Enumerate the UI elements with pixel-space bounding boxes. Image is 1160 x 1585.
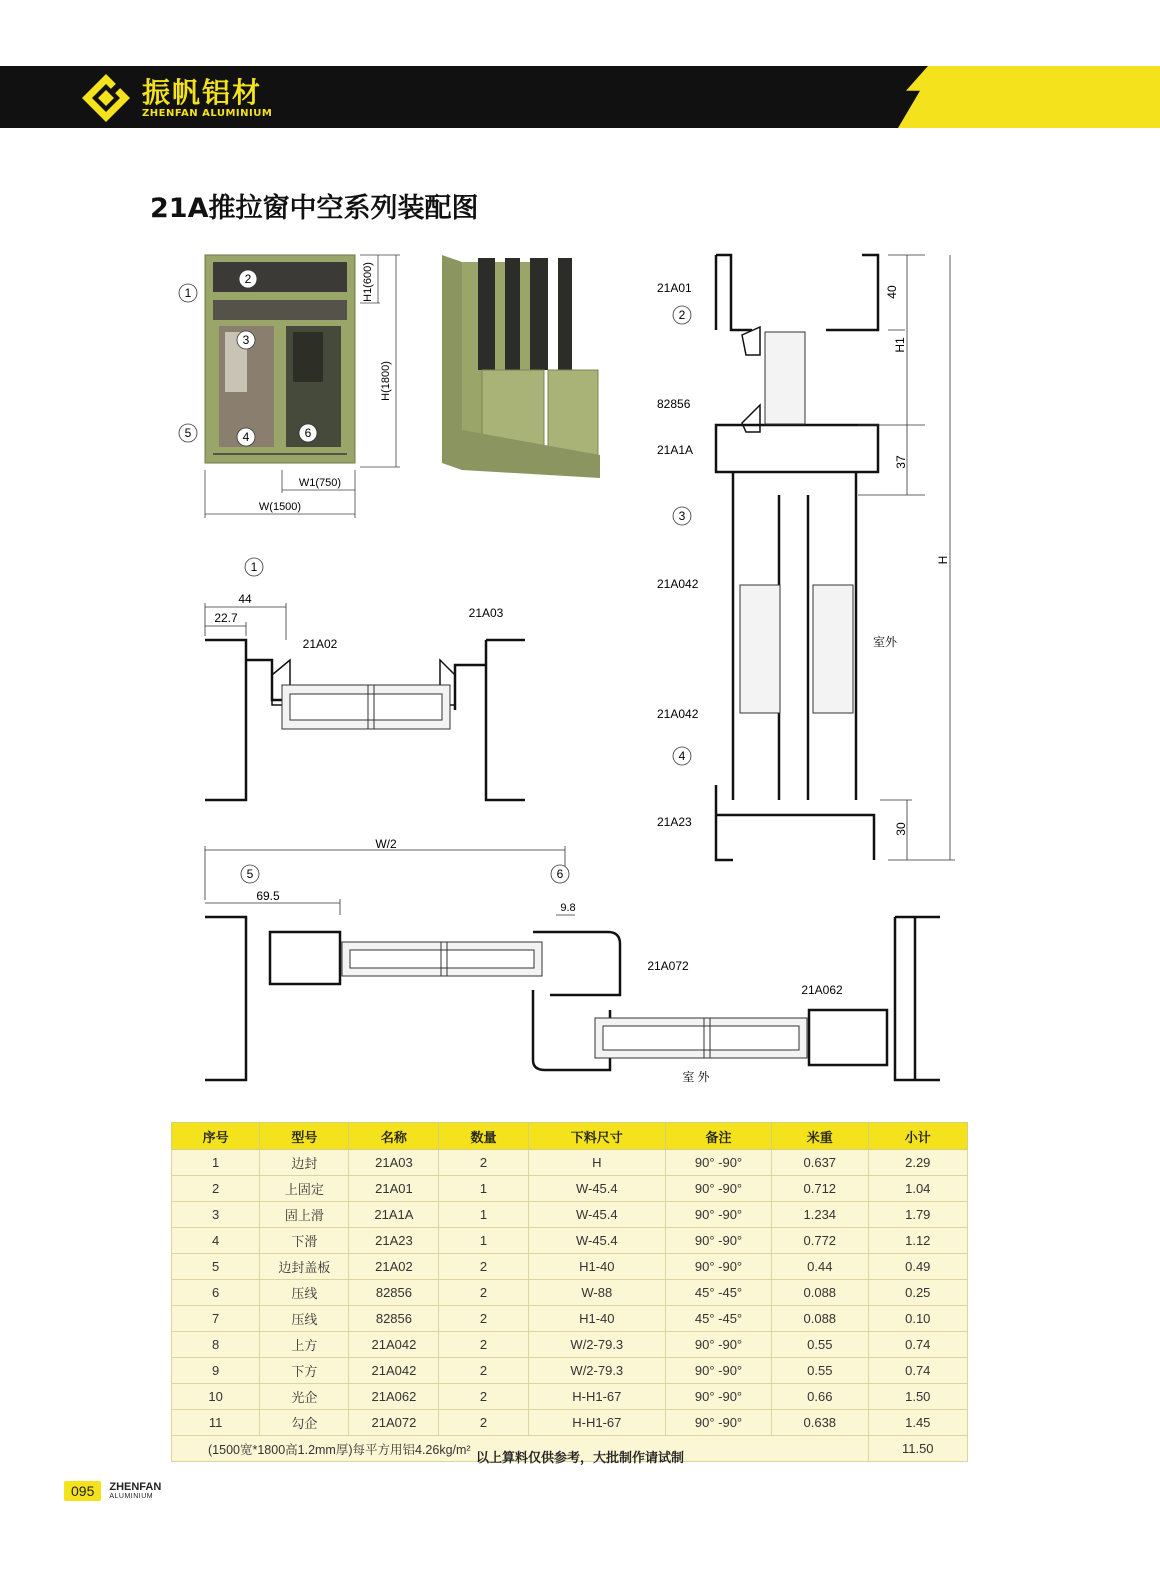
brand-name-cn: 振帆铝材 (142, 75, 263, 109)
page-footer (64, 1481, 161, 1501)
table-cell: 2 (439, 1254, 528, 1280)
brand-name-en: ZHENFAN ALUMINIUM (142, 107, 273, 119)
disclaimer-note: 以上算料仅供参考，大批制作请试制 (475, 1451, 684, 1466)
footer-brand (109, 1482, 161, 1501)
dim-44: 44 (238, 592, 252, 606)
dim-30: 30 (894, 822, 908, 836)
table-cell: 固上滑 (260, 1202, 349, 1228)
table-cell: 9 (172, 1358, 260, 1384)
table-cell: H (528, 1150, 665, 1176)
dim-37: 37 (894, 455, 908, 469)
table-cell: W/2-79.3 (528, 1332, 665, 1358)
dim-22-7: 22.7 (214, 611, 238, 625)
table-cell: 0.088 (772, 1280, 869, 1306)
col-header: 数量 (439, 1123, 528, 1150)
table-row (172, 1150, 968, 1176)
window-elevation (205, 255, 355, 463)
table-cell: 上方 (260, 1332, 349, 1358)
footer-brand-line2: ALUMINIUM (109, 1492, 154, 1500)
table-cell: 下方 (260, 1358, 349, 1384)
vertical-callout-2: 2 (678, 308, 686, 322)
table-cell: 90° -90° (665, 1150, 771, 1176)
table-cell: 边封盖板 (260, 1254, 349, 1280)
table-cell: 45° -45° (665, 1280, 771, 1306)
table-cell: 6 (172, 1280, 260, 1306)
table-cell: 1.12 (868, 1228, 967, 1254)
dim-h1-vertical: H1 (893, 337, 907, 353)
label-21a01: 21A01 (657, 281, 692, 295)
col-header: 小计 (868, 1123, 967, 1150)
page-title: 21A推拉窗中空系列装配图 (150, 193, 479, 224)
label-21a1a: 21A1A (657, 443, 694, 457)
table-cell: 8 (172, 1332, 260, 1358)
table-cell: 1.50 (868, 1384, 967, 1410)
table-cell: 2 (172, 1176, 260, 1202)
table-cell: 90° -90° (665, 1358, 771, 1384)
table-cell: 21A02 (349, 1254, 439, 1280)
table-cell: 1 (172, 1150, 260, 1176)
table-cell: 0.74 (868, 1358, 967, 1384)
table-cell: 0.088 (772, 1306, 869, 1332)
table-row (172, 1358, 968, 1384)
dim-w1: W1(750) (298, 477, 342, 489)
table-cell: 21A042 (349, 1358, 439, 1384)
table-cell: 0.49 (868, 1254, 967, 1280)
dim-h1: H1(600) (362, 262, 374, 302)
table-cell: 1 (439, 1202, 528, 1228)
dim-h-vertical: H (936, 555, 950, 565)
table-cell: 1.45 (868, 1410, 967, 1436)
table-cell: 上固定 (260, 1176, 349, 1202)
table-cell: 2 (439, 1306, 528, 1332)
table-cell: 2 (439, 1280, 528, 1306)
table-cell: 4 (172, 1228, 260, 1254)
table-cell: 0.637 (772, 1150, 869, 1176)
table-cell: H1-40 (528, 1254, 665, 1280)
callout-4: 4 (242, 430, 250, 444)
dim-9-8: 9.8 (560, 902, 576, 914)
label-21a23: 21A23 (657, 815, 692, 829)
table-cell: 光企 (260, 1384, 349, 1410)
dim-h: H(1800) (380, 361, 392, 401)
callout-2: 2 (244, 272, 252, 286)
col-header: 名称 (349, 1123, 439, 1150)
col-header: 米重 (772, 1123, 869, 1150)
table-cell: H-H1-67 (528, 1410, 665, 1436)
table-cell: 90° -90° (665, 1176, 771, 1202)
table-row (172, 1254, 968, 1280)
table-cell: 90° -90° (665, 1202, 771, 1228)
table-cell: 90° -90° (665, 1228, 771, 1254)
table-cell: 0.25 (868, 1280, 967, 1306)
table-cell: 0.66 (772, 1384, 869, 1410)
vertical-callout-3: 3 (678, 509, 686, 523)
label-outside-vertical: 室外 (873, 635, 898, 649)
table-row (172, 1384, 968, 1410)
table-cell: 90° -90° (665, 1254, 771, 1280)
col-header: 型号 (260, 1123, 349, 1150)
label-21a042-bottom: 21A042 (657, 707, 699, 721)
footer-brand-line1: ZHENFAN (109, 1480, 162, 1493)
table-header-row (172, 1123, 968, 1150)
label-82856: 82856 (657, 397, 691, 411)
table-cell: W/2-79.3 (528, 1358, 665, 1384)
table-cell: 1.04 (868, 1176, 967, 1202)
page-number: 095 (64, 1481, 101, 1501)
table-cell: 2 (439, 1332, 528, 1358)
table-cell: 边封 (260, 1150, 349, 1176)
table-cell: 45° -45° (665, 1306, 771, 1332)
table-cell: 2 (439, 1358, 528, 1384)
horizontal-callout-6: 6 (556, 867, 564, 881)
table-cell: W-45.4 (528, 1202, 665, 1228)
callout-6: 6 (304, 426, 312, 440)
table-cell: 11 (172, 1410, 260, 1436)
table-cell: 90° -90° (665, 1410, 771, 1436)
table-cell: 1.234 (772, 1202, 869, 1228)
table-cell: 21A072 (349, 1410, 439, 1436)
table-cell: 0.44 (772, 1254, 869, 1280)
table-cell: 1 (439, 1176, 528, 1202)
table-row (172, 1228, 968, 1254)
table-cell: 21A23 (349, 1228, 439, 1254)
label-21a072: 21A072 (647, 959, 689, 973)
table-cell: 21A03 (349, 1150, 439, 1176)
table-cell: 0.55 (772, 1332, 869, 1358)
table-cell: 下滑 (260, 1228, 349, 1254)
table-cell: 0.712 (772, 1176, 869, 1202)
table-cell: H1-40 (528, 1306, 665, 1332)
callout-5: 5 (184, 426, 192, 440)
label-21a062: 21A062 (801, 983, 843, 997)
callout-1: 1 (184, 286, 192, 300)
table-cell: 3 (172, 1202, 260, 1228)
table-cell: 压线 (260, 1306, 349, 1332)
table-cell: W-45.4 (528, 1176, 665, 1202)
table-cell: 压线 (260, 1280, 349, 1306)
table-cell: 0.772 (772, 1228, 869, 1254)
table-cell: 21A042 (349, 1332, 439, 1358)
table-cell: 2 (439, 1150, 528, 1176)
table-cell: 1.79 (868, 1202, 967, 1228)
table-row (172, 1176, 968, 1202)
table-cell: 10 (172, 1384, 260, 1410)
summary-total: 11.50 (868, 1436, 967, 1462)
label-21a03: 21A03 (468, 606, 504, 620)
table-cell: 1 (439, 1228, 528, 1254)
summary-note: (1500宽*1800高1.2mm厚)每平方用铝4.26kg/m² (172, 1436, 869, 1462)
dim-40: 40 (885, 285, 899, 299)
table-cell: 7 (172, 1306, 260, 1332)
table-cell: 21A1A (349, 1202, 439, 1228)
material-table (171, 1122, 968, 1462)
table-cell: 0.55 (772, 1358, 869, 1384)
profile-3d-render (442, 255, 600, 478)
dim-w: W(1500) (258, 501, 302, 513)
vertical-callout-4: 4 (678, 749, 686, 763)
dim-69-5: 69.5 (256, 889, 280, 903)
table-cell: 2.29 (868, 1150, 967, 1176)
dim-w-half: W/2 (375, 837, 397, 851)
label-outside-horizontal: 室 外 (682, 1070, 710, 1084)
table-cell: W-45.4 (528, 1228, 665, 1254)
table-cell: 勾企 (260, 1410, 349, 1436)
table-cell: H-H1-67 (528, 1384, 665, 1410)
table-row (172, 1332, 968, 1358)
label-21a042-top: 21A042 (657, 577, 699, 591)
col-header: 序号 (172, 1123, 260, 1150)
col-header: 备注 (665, 1123, 771, 1150)
table-cell: 0.74 (868, 1332, 967, 1358)
table-cell: 82856 (349, 1306, 439, 1332)
table-cell: 90° -90° (665, 1332, 771, 1358)
table-cell: 21A01 (349, 1176, 439, 1202)
table-cell: 2 (439, 1410, 528, 1436)
table-row (172, 1202, 968, 1228)
callout-3: 3 (242, 333, 250, 347)
table-cell: 0.638 (772, 1410, 869, 1436)
table-cell: 2 (439, 1384, 528, 1410)
table-cell: W-88 (528, 1280, 665, 1306)
table-row (172, 1280, 968, 1306)
horizontal-callout-5: 5 (246, 867, 254, 881)
table-row (172, 1306, 968, 1332)
table-row (172, 1410, 968, 1436)
label-21a02: 21A02 (302, 637, 338, 651)
table-cell: 5 (172, 1254, 260, 1280)
col-header: 下料尺寸 (528, 1123, 665, 1150)
table-cell: 0.10 (868, 1306, 967, 1332)
table-cell: 90° -90° (665, 1384, 771, 1410)
section-1-callout: 1 (250, 560, 258, 574)
table-cell: 21A062 (349, 1384, 439, 1410)
table-cell: 82856 (349, 1280, 439, 1306)
